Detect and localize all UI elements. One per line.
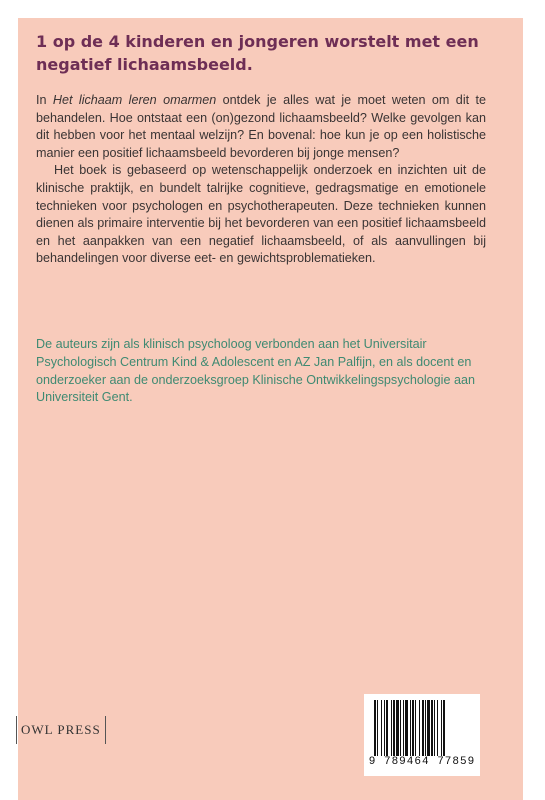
- description-paragraph: Het boek is gebaseerd op wetenschappelijk onderzoek en inzichten uit de klinische praktijk, en bundelt talrijke cognitieve, gedragsmatige en emotionele technieken voor psychologen en psychotherapeuten. Deze technieken kunnen dienen als primaire interventie bij het bevorderen van een positief lichaamsbeeld en het aanpakken van een negatief lichaamsbeeld, of als aanvullingen bij behandelingen voor diverse eet- en gewichtsproblematieken.: [36, 163, 486, 266]
- publisher-logo: OWL PRESS: [16, 716, 106, 744]
- book-title: Het lichaam leren omarmen: [52, 93, 217, 107]
- authors-bio: De auteurs zijn als klinisch psycholoog verbonden aan het Universitair Psychologisch Centrum Kind & Adolescent en AZ Jan Palfijn, en als docent en onderzoeker aan de onderzoeksgroep Klinische Ontwikkelingspsychologie aan Universiteit Gent.: [36, 337, 475, 405]
- isbn-number: 9 789464 77859: [368, 756, 476, 768]
- blurb: [36, 92, 486, 268]
- intro-prefix: In: [36, 93, 53, 107]
- intro-paragraph: [36, 92, 486, 162]
- headline: 1 op de 4 kinderen en jongeren worstelt met een negatief lichaamsbeeld.: [36, 32, 479, 74]
- barcode-box: [364, 694, 480, 776]
- barcode-icon: [372, 700, 472, 756]
- intro-text: ontdek je alles wat je moet weten om dit te behandelen. Hoe ontstaat een (on)gezond lichaamsbeeld? Welke gevolgen kan dit hebben voor het mentaal welzijn? En bovenal: hoe kun je op een holistische manier een positief lichaamsbeeld bevorderen bij jonge mensen?: [36, 93, 487, 160]
